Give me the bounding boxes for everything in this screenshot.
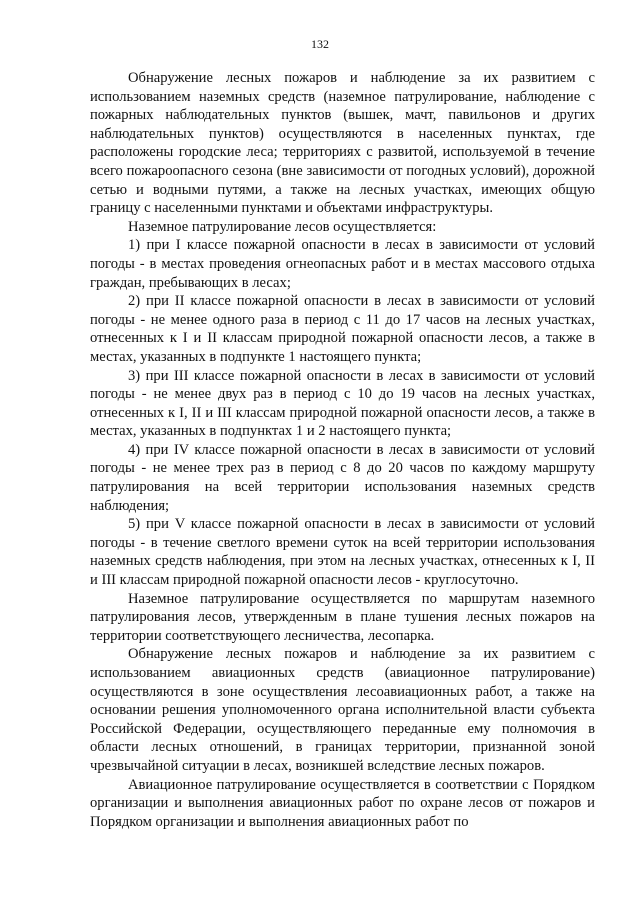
paragraph-ground-detection: Обнаружение лесных пожаров и наблюдение за их развитием с использованием наземных средств (наземное патрулирование, наблюдение с пожарных наблюдательных пунктов (вышек, мачт, павильонов и других наблюдательных пунктов) осуществляются в населенных пунктах, где расположены городские леса; территориях с развитой, используемой в течение всего пожароопасного сезона (вне зависимости от погодных условий), дорожной сетью и водными путями, а также на лесных участках, имеющих общую границу с населенными пунктами и объектами инфраструктуры. — [90, 70, 595, 217]
document-body — [90, 69, 595, 831]
paragraph-ground-patrol-intro: Наземное патрулирование лесов осуществляется: — [128, 218, 437, 235]
list-item-class-2: 2) при II классе пожарной опасности в лесах в зависимости от условий погоды - не менее одного раза в период с 11 до 17 часов на лесных участках, отнесенных к I и II классам природной пожарной опасности лесов, а также в местах, указанных в подпункте 1 настоящего пункта; — [90, 293, 595, 365]
paragraph-aviation-detection: Обнаружение лесных пожаров и наблюдение за их развитием с использованием авиационных средств (авиационное патрулирование) осуществляются в зоне осуществления лесоавиационных работ, а также на основании решения уполномоченного органа исполнительной власти субъекта Российской Федерации, осуществляющего переданные ему полномочия в области лесных отношений, в границах территории, признанной зоной чрезвычайной ситуации в лесах, возникшей вследствие лесных пожаров. — [90, 646, 595, 774]
list-item-class-4: 4) при IV классе пожарной опасности в лесах в зависимости от условий погоды - не менее трех раз в период с 8 до 20 часов по каждому маршруту патрулирования на всей территории использования наземных средств наблюдения; — [90, 441, 595, 514]
list-item-class-3: 3) при III классе пожарной опасности в лесах в зависимости от условий погоды - не менее двух раз в период с 10 до 19 часов на лесных участках, отнесенных к I, II и III классам природной пожарной опасности лесов, а также в местах, указанных в подпунктах 1 и 2 настоящего пункта; — [90, 367, 595, 440]
page-number: 132 — [311, 37, 329, 51]
list-item-class-5: 5) при V классе пожарной опасности в лесах в зависимости от условий погоды - в течение светлого времени суток на всей территории использования наземных средств наблюдения, при этом на лесных участках, отнесенных к I, II и III классам природной пожарной опасности лесов - круглосуточно. — [90, 516, 595, 589]
list-item-class-1: 1) при I классе пожарной опасности в лесах в зависимости от условий погоды - в местах проведения огнеопасных работ и в местах массового отдыха граждан, пребывающих в лесах; — [90, 237, 595, 291]
paragraph-patrol-routes: Наземное патрулирование осуществляется по маршрутам наземного патрулирования лесов, утвержденным в плане тушения лесных пожаров на территории соответствующего лесничества, лесопарка. — [90, 590, 595, 644]
paragraph-aviation-patrol: Авиационное патрулирование осуществляется в соответствии с Порядком организации и выполнения авиационных работ по охране лесов от пожаров и Порядком организации и выполнения авиационных работ по — [90, 776, 595, 830]
